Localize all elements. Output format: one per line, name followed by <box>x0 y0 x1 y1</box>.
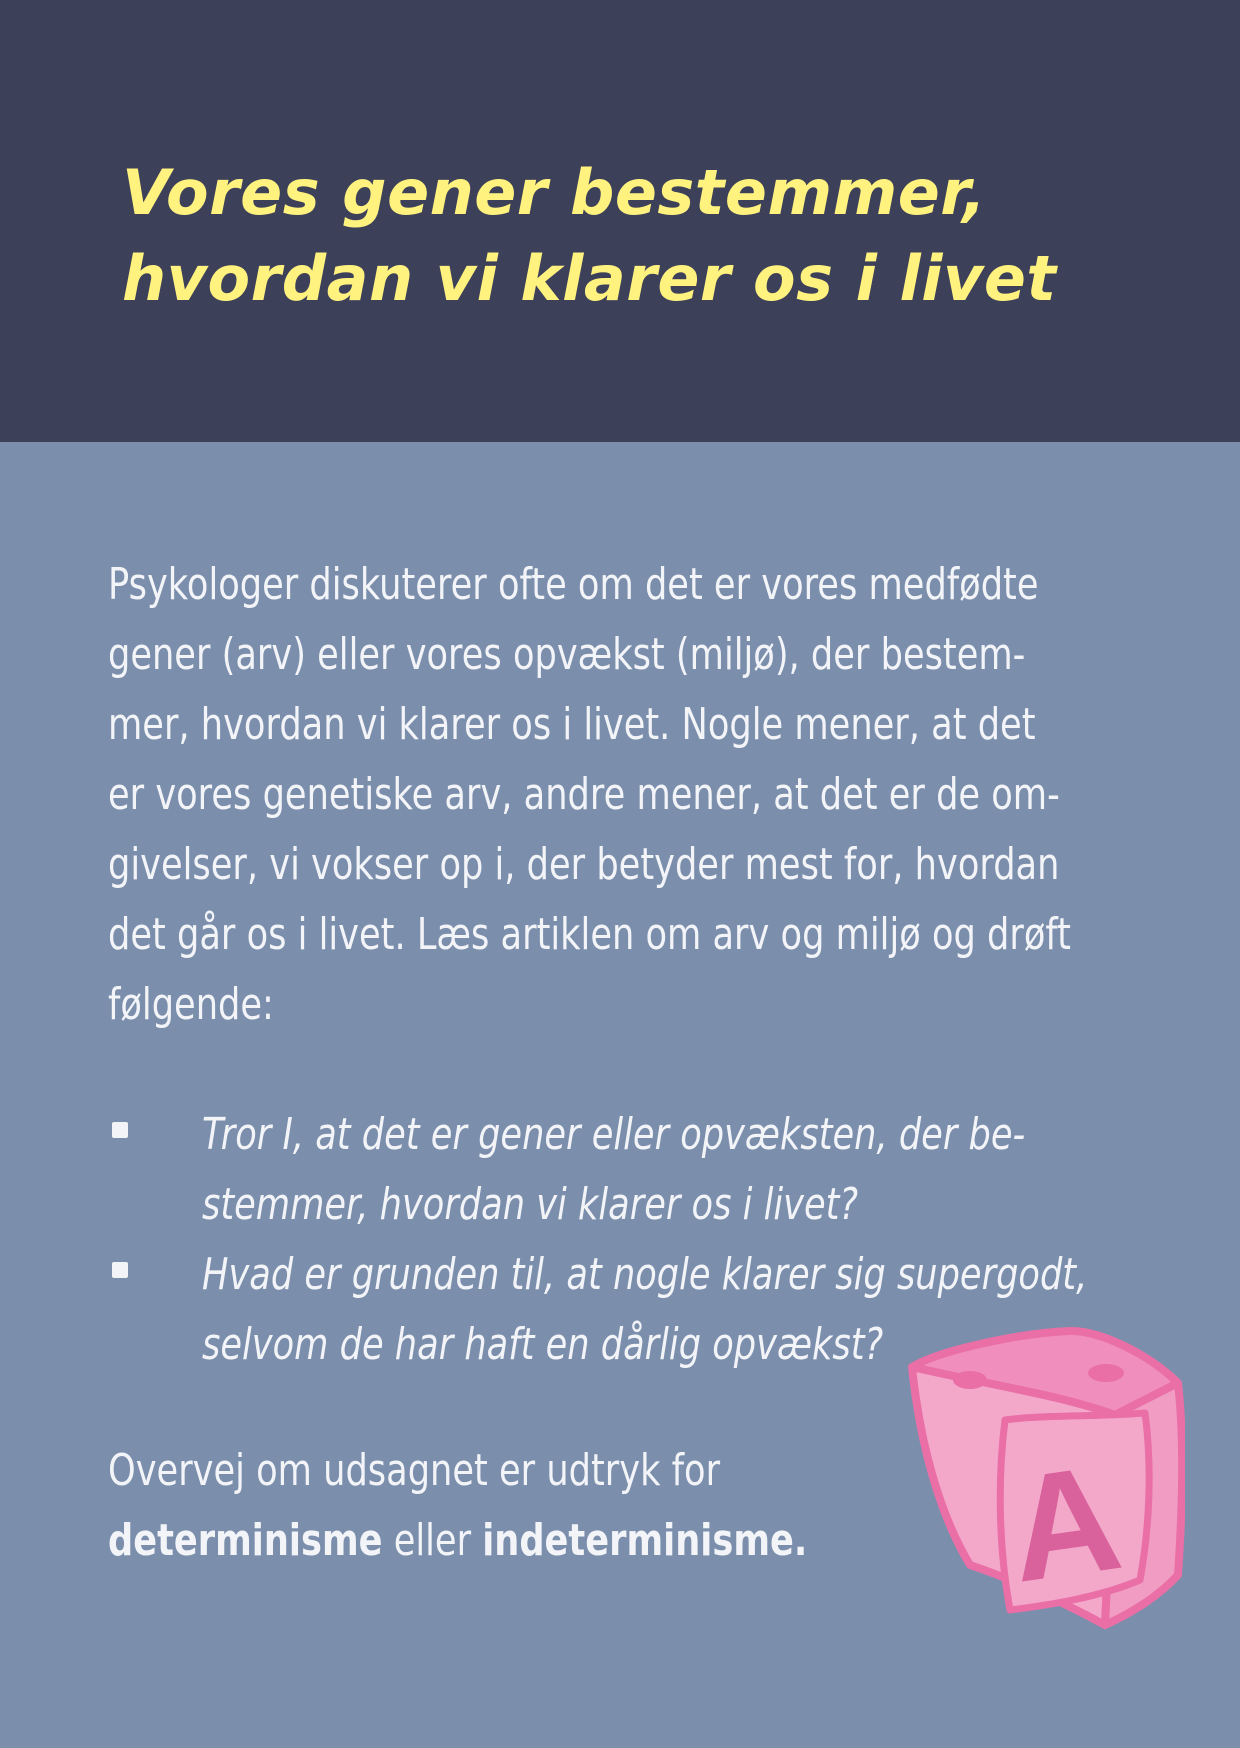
intro-line: givelser, vi vokser op i, der betyder mest for, hvordan <box>108 839 1060 890</box>
closing-statement <box>108 1436 908 1576</box>
bullet-square-icon <box>112 1122 128 1138</box>
dice-pip <box>1088 1364 1124 1382</box>
closing-line-2 <box>108 1506 908 1576</box>
intro-line: Psykologer diskuterer ofte om det er vores medfødte <box>108 559 1039 610</box>
intro-line: mer, hvordan vi klarer os i livet. Nogle mener, at det <box>108 699 1036 750</box>
title-line-2: hvordan vi klarer os i livet <box>122 242 1057 315</box>
bullet-square-icon <box>112 1262 128 1278</box>
question-text <box>202 1240 1088 1380</box>
closing-connector: eller <box>382 1515 483 1566</box>
term-indeterminisme: indeterminisme. <box>482 1515 808 1566</box>
intro-paragraph <box>108 550 1071 1040</box>
question-line: Hvad er grunden til, at nogle klarer sig supergodt, <box>202 1249 1088 1300</box>
question-line: Tror I, at det er gener eller opvæksten, der be- <box>202 1109 1026 1160</box>
page-title <box>122 150 1182 322</box>
intro-line: er vores genetiske arv, andre mener, at det er de om- <box>108 769 1060 820</box>
intro-line: det går os i livet. Læs artiklen om arv og miljø og drøft <box>108 909 1071 960</box>
question-text <box>202 1100 1026 1240</box>
intro-line: følgende: <box>108 979 274 1030</box>
dice-pip <box>953 1371 987 1389</box>
dice-letter: A <box>999 1432 1131 1614</box>
header-band <box>0 0 1240 442</box>
question-item <box>108 1100 1208 1240</box>
question-line: selvom de har haft en dårlig opvækst? <box>202 1319 884 1370</box>
closing-line-1: Overvej om udsagnet er udtryk for <box>108 1445 721 1496</box>
title-line-1: Vores gener bestemmer, <box>122 156 987 229</box>
term-determinisme: determinisme <box>108 1515 383 1566</box>
question-line: stemmer, hvordan vi klarer os i livet? <box>202 1179 859 1230</box>
letter-dice-icon <box>900 1325 1185 1635</box>
intro-line: gener (arv) eller vores opvækst (miljø), der bestem- <box>108 629 1026 680</box>
